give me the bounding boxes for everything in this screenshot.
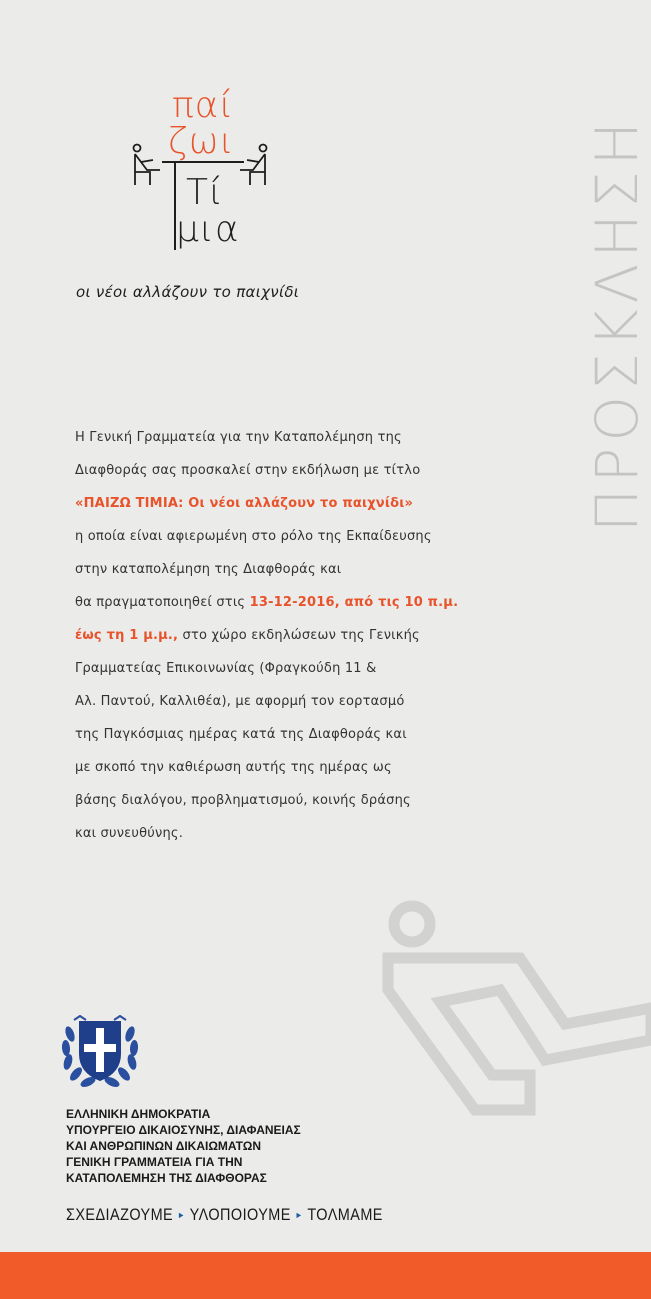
slogan-separator-icon: ► <box>295 1210 304 1220</box>
invitation-line <box>75 586 495 619</box>
invitation-line: της Παγκόσμιας ημέρας κατά της Διαφθοράς και <box>75 727 407 742</box>
organization-line: ΓΕΝΙΚΗ ΓΡΑΜΜΑΤΕΙΑ ΓΙΑ ΤΗΝ <box>66 1155 243 1169</box>
invitation-line: Αλ. Παντού, Καλλιθέα), με αφορμή τον εορτασμό <box>75 694 405 709</box>
invitation-text-part: θα πραγματοποιηθεί στις <box>75 595 250 610</box>
table-icon <box>0 0 651 330</box>
organization-line: ΥΠΟΥΡΓΕΙΟ ΔΙΚΑΙΟΣΥΝΗΣ, ΔΙΑΦΑΝΕΙΑΣ <box>66 1123 301 1137</box>
invitation-text <box>75 421 495 850</box>
logo-word-pai: παί <box>172 85 235 126</box>
invitation-line: βάσης διαλόγου, προβληματισμού, κοινής δράσης <box>75 793 411 808</box>
slogan-word: ΣΧΕΔΙΑΖΟΥΜΕ <box>66 1205 174 1224</box>
organization-line: ΚΑΤΑΠΟΛΕΜΗΣΗ ΤΗΣ ΔΙΑΦΘΟΡΑΣ <box>66 1171 267 1185</box>
event-logo <box>0 0 651 330</box>
invitation-text-part: στο χώρο εκδηλώσεων της Γενικής <box>178 628 420 643</box>
slogan <box>66 1205 383 1225</box>
invitation-line: στην καταπολέμηση της Διαφθοράς και <box>75 562 342 577</box>
vertical-title <box>583 96 651 551</box>
organization-line: ΕΛΛΗΝΙΚΗ ΔΗΜΟΚΡΑΤΙΑ <box>66 1107 211 1121</box>
invitation-line: Γραμματείας Επικοινωνίας (Φραγκούδη 11 & <box>75 661 377 676</box>
event-title: «ΠΑΙΖΩ ΤΙΜΙΑ: Οι νέοι αλλάζουν το παιχνίδι» <box>75 496 414 511</box>
slogan-word: ΤΟΛΜΑΜΕ <box>307 1205 383 1224</box>
greek-emblem-icon <box>60 1014 140 1090</box>
event-end-time: έως τη 1 μ.μ., <box>75 628 179 643</box>
invitation-line: Διαφθοράς σας προσκαλεί στην εκδήλωση με τίτλο <box>75 463 421 478</box>
logo-word-mia: μια <box>176 209 240 250</box>
event-date: 13-12-2016, από τις 10 π.μ. <box>249 595 459 610</box>
organization-block <box>66 1106 301 1186</box>
slogan-separator-icon: ► <box>177 1210 186 1220</box>
logo-word-ti: Τί <box>186 172 224 213</box>
invitation-line: η οποία είναι αφιερωμένη στο ρόλο της Εκπαίδευσης <box>75 529 432 544</box>
seated-person-watermark-icon <box>380 900 651 1130</box>
logo-tagline: οι νέοι αλλάζουν το παιχνίδι <box>76 283 300 301</box>
vertical-title-text: ΠΡΟΣΚΛΗΣΗ <box>583 115 651 532</box>
logo-word-zoi: ζωι <box>168 121 235 162</box>
invitation-line: και συνευθύνης. <box>75 826 184 841</box>
organization-line: ΚΑΙ ΑΝΘΡΩΠΙΝΩΝ ΔΙΚΑΙΩΜΑΤΩΝ <box>66 1139 261 1153</box>
seated-person-left-icon <box>134 145 161 186</box>
slogan-word: ΥΛΟΠΟΙΟΥΜΕ <box>189 1205 291 1224</box>
invitation-line <box>75 619 495 652</box>
seated-person-right-icon <box>240 145 267 186</box>
invitation-line: Η Γενική Γραμματεία για την Καταπολέμηση της <box>75 430 402 445</box>
bottom-accent-bar <box>0 1252 651 1299</box>
invitation-line: με σκοπό την καθιέρωση αυτής της ημέρας ως <box>75 760 392 775</box>
